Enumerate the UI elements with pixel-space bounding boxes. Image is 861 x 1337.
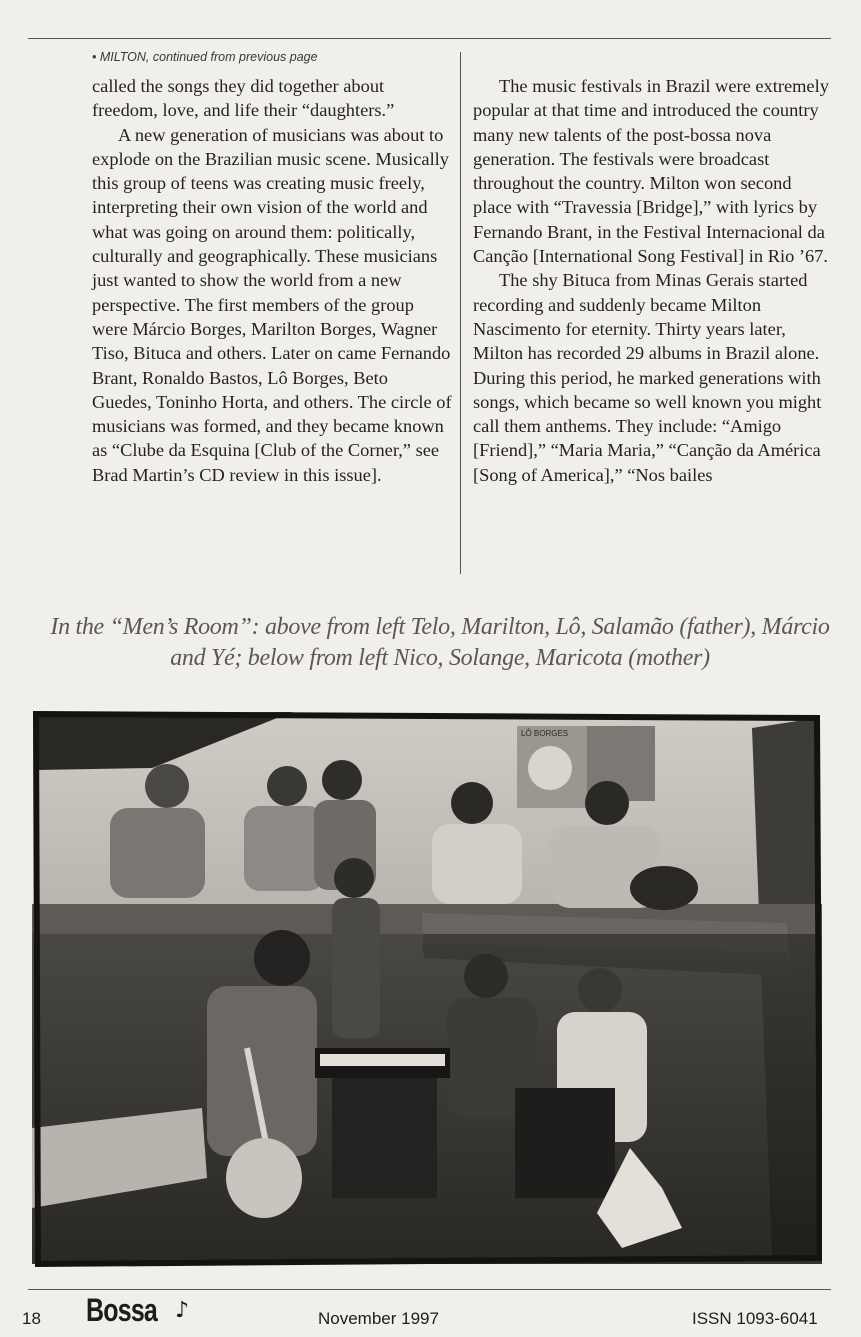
continued-note: • MILTON, continued from previous page: [92, 50, 318, 64]
right-paragraph-1: The music festivals in Brazil were extremely popular at that time and introduced the country many new talents of the post-bossa nova generation. The festivals were broadcast throughout the country. Milton won second place with “Travessia [Bridge],” with lyrics by Fernando Brant, in the Festival Internacional da Canção [International Song Festival] in Rio ’67.: [473, 76, 829, 267]
keyboard-keys: [320, 1054, 445, 1066]
column-divider: [460, 52, 461, 574]
right-paragraph-2: The shy Bituca from Minas Gerais started recording and suddenly became Milton Nascimento for eternity. Thirty years later, Milton has recorded 29 albums in Brazil alone. During this period, he marked generations with songs, which became so well known you might call them anthems. They include: “Amigo [Friend],” “Maria Maria,” “Canção da América [Song of America],” “Nos bailes: [473, 270, 822, 485]
issn-number: ISSN 1093-6041: [692, 1309, 818, 1328]
top-rule: [28, 38, 831, 39]
publication-logo: Bossa: [86, 1292, 158, 1328]
caption-line-1: In the “Men’s Room”: above from left Telo, Marilton, Lô, Salamão (father), Márcio: [50, 614, 830, 640]
poster-label: LÔ BORGES: [521, 729, 569, 738]
left-paragraph-2: A new generation of musicians was about to explode on the Brazilian music scene. Musically this group of teens was creating music freely, interpreting their own vision of the world and what was going on around them: politically, culturally and geographically. These musicians just wanted to show the world from a new perspective. The first members of the group were Márcio Borges, Marilton Borges, Wagner Tiso, Bituca and others. Later on came Fernando Brant, Ronaldo Bastos, Lô Borges, Beto Guedes, Toninho Horta, and others. The circle of musicians was formed, and they became known as “Clube da Esquina [Club of the Corner,” see Brad Martin’s CD review in this issue].: [92, 124, 452, 485]
left-paragraph-1: called the songs they did together about freedom, love, and life their “daughters.”: [92, 76, 395, 121]
group-photo: [32, 708, 822, 1268]
page-number: 18: [22, 1309, 41, 1328]
bottom-rule: [28, 1289, 831, 1290]
photo-caption: [40, 612, 840, 674]
caption-line-2: and Yé; below from left Nico, Solange, Maricota (mother): [170, 645, 710, 671]
right-column: [473, 74, 831, 487]
music-note-icon: ♪: [175, 1298, 190, 1323]
amplifier-right: [515, 1088, 615, 1198]
poster-emblem: [528, 746, 572, 790]
left-column: [92, 74, 452, 487]
issue-date: November 1997: [318, 1309, 439, 1328]
amplifier-left: [332, 1078, 437, 1198]
guitar-body: [226, 1138, 302, 1218]
